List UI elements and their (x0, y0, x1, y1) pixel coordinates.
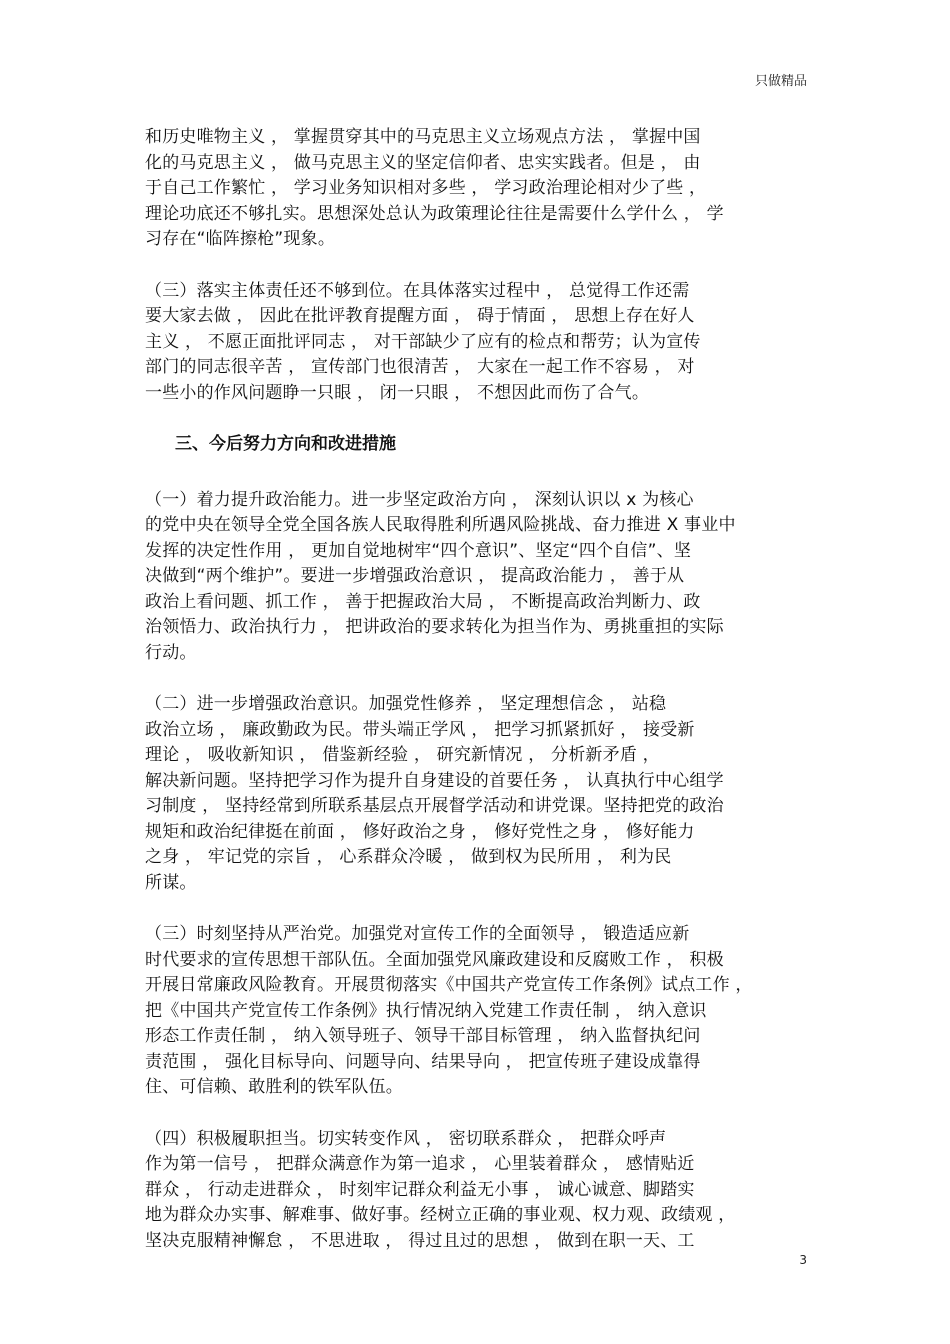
page-number: 3 (799, 1253, 807, 1267)
text-line: 之身 ， 牢记党的宗旨 ， 心系群众冷暖 ， 做到权为民所用 ， 利为民 (145, 847, 672, 867)
text-line: （三）落实主体责任还不够到位。在具体落实过程中 ， 总觉得工作还需 (145, 280, 690, 301)
section-heading: 三、今后努力方向和改进措施 (175, 434, 396, 454)
text-line: 坚决克服精神懈怠 ， 不思进取 ， 得过且过的思想 ， 做到在职一天、工 (145, 1230, 695, 1251)
text-line: 一些小的作风问题睁一只眼 ， 闭一只眼 ， 不想因此而伤了合气。 (145, 382, 650, 403)
paragraph-measure-4 (145, 1127, 805, 1255)
text-line: 作为第一信号 ， 把群众满意作为第一追求 ， 心里装着群众 ， 感情贴近 (145, 1154, 695, 1174)
text-line: 形态工作责任制 ， 纳入领导班子、领导干部目标管理 ， 纳入监督执纪问 (145, 1026, 701, 1046)
text-line: 理论功底还不够扎实。思想深处总认为政策理论往往是需要什么学什么 ， 学 (145, 203, 724, 224)
paragraph-measure-1 (145, 488, 805, 667)
text-line: （四）积极履职担当。切实转变作风 ， 密切联系群众 ， 把群众呼声 (145, 1128, 667, 1149)
text-line: （一）着力提升政治能力。进一步坚定政治方向 ， 深刻认识以 x 为核心 (145, 489, 694, 510)
paragraph-measure-3 (145, 922, 805, 1101)
text-line: 地为群众办实事、解难事、做好事。经树立正确的事业观、权力观、政绩观 ， (145, 1205, 736, 1225)
header-tag: 只做精品 (754, 74, 807, 89)
paragraph-measure-2 (145, 692, 805, 896)
text-line: 理论 ， 吸收新知识 ， 借鉴新经验 ， 研究新情况 ， 分析新矛盾 ， (145, 745, 660, 765)
text-line: 群众 ， 行动走进群众 ， 时刻牢记群众利益无小事 ， 诚心诚意、脚踏实 (145, 1179, 695, 1200)
text-line: 把《中国共产党宣传工作条例》执行情况纳入党建工作责任制 ， 纳入意识 (145, 1000, 707, 1021)
text-line: 于自己工作繁忙 ， 学习业务知识相对多些 ， 学习政治理论相对少了些 ， (145, 178, 707, 198)
text-line: 责范围 ， 强化目标导向、问题导向、结果导向 ， 把宣传班子建设成靠得 (145, 1051, 701, 1072)
text-line: 习制度 ， 坚持经常到所联系基层点开展督学活动和讲党课。坚持把党的政治 (145, 796, 724, 816)
text-line: 所谋。 (145, 872, 197, 893)
text-line: （三）时刻坚持从严治党。加强党对宣传工作的全面领导 ， 锻造适应新 (145, 924, 690, 944)
text-line: 政治立场 ， 廉政勤政为民。带头端正学风 ， 把学习抓紧抓好 ， 接受新 (145, 719, 695, 740)
text-line: 治领悟力、政治执行力 ， 把讲政治的要求转化为担当作为、勇挑重担的实际 (145, 617, 724, 637)
text-line: 和历史唯物主义 ， 掌握贯穿其中的马克思主义立场观点方法 ， 掌握中国 (145, 127, 701, 147)
text-line: 主义 ， 不愿正面批评同志 ， 对干部缺少了应有的检点和帮劳；认为宣传 (145, 331, 701, 352)
text-line: 开展日常廉政风险教育。开展贯彻落实《中国共产党宣传工作条例》试点工作 ， (145, 975, 753, 995)
text-line: 要大家去做 ， 因此在批评教育提醒方面 ， 碍于情面 ， 思想上存在好人 (145, 306, 695, 326)
text-line: 住、可信赖、敢胜利的铁军队伍。 (145, 1077, 403, 1097)
paragraph-continuation (145, 125, 805, 253)
document-body (145, 125, 805, 1280)
text-line: 的党中央在领导全党全国各族人民取得胜利所遇风险挑战、奋力推进 X 事业中 (145, 515, 736, 535)
text-line: 时代要求的宣传思想干部队伍。全面加强党风廉政建设和反腐败工作 ， 积极 (145, 949, 724, 970)
text-line: 部门的同志很辛苦 ， 宣传部门也很清苦 ， 大家在一起工作不容易 ， 对 (145, 357, 695, 377)
text-line: （二）进一步增强政治意识。加强党性修养 ， 坚定理想信念 ， 站稳 (145, 694, 667, 714)
text-line: 规矩和政治纪律挺在前面 ， 修好政治之身 ， 修好党性之身 ， 修好能力 (145, 821, 695, 842)
text-line: 发挥的决定性作用 ， 更加自觉地树牢“四个意识”、坚定“四个自信”、坚 (145, 540, 692, 561)
text-line: 化的马克思主义 ， 做马克思主义的坚定信仰者、忠实实践者。但是 ， 由 (145, 152, 701, 173)
text-line: 习存在“临阵擦枪”现象。 (145, 229, 336, 249)
text-line: 政治上看问题、抓工作 ， 善于把握政治大局 ， 不断提高政治判断力、政 (145, 591, 701, 612)
text-line: 行动。 (145, 642, 197, 663)
paragraph-responsibility (145, 279, 805, 407)
text-line: 决做到“两个维护”。要进一步增强政治意识 ， 提高政治能力 ， 善于从 (145, 566, 685, 586)
text-line: 解决新问题。坚持把学习作为提升自身建设的首要任务 ， 认真执行中心组学 (145, 770, 724, 791)
